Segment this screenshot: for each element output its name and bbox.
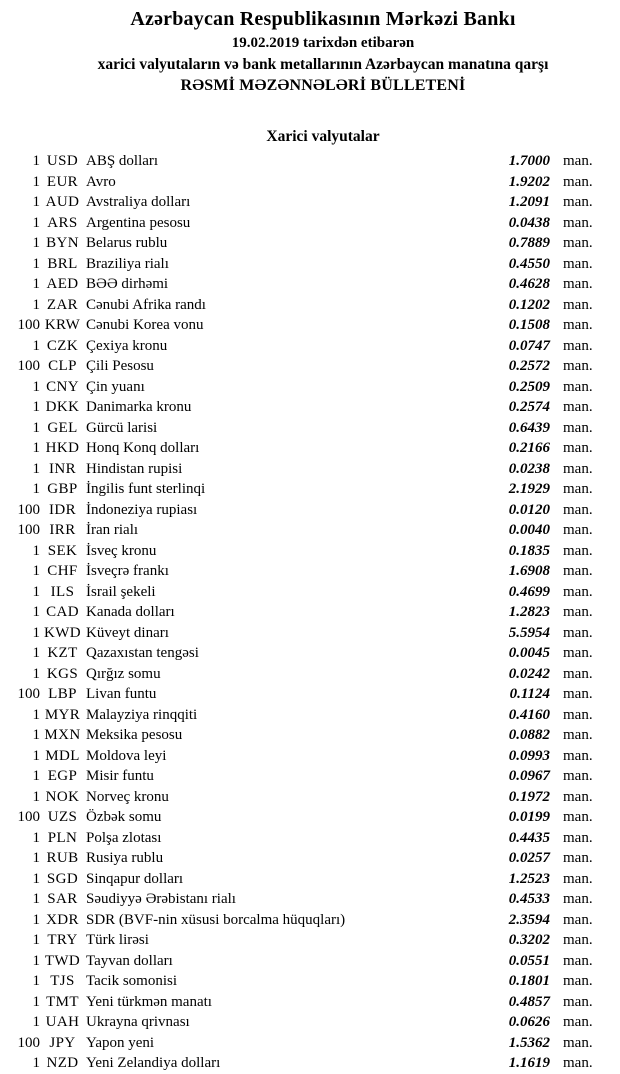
unit-cell: man.	[563, 727, 593, 743]
name-cell: Qazaxıstan tengəsi	[86, 645, 199, 661]
table-row	[0, 213, 620, 234]
qty-cell: 1	[32, 932, 40, 948]
table-row	[0, 602, 620, 623]
unit-cell: man.	[563, 604, 593, 620]
code-cell: JPY	[49, 1034, 76, 1051]
name-cell: Danimarka kronu	[86, 399, 192, 415]
code-cell: NZD	[46, 1055, 79, 1071]
rate-cell: 0.2509	[508, 378, 550, 395]
qty-cell: 100	[17, 686, 40, 702]
code-cell: MXN	[44, 727, 81, 743]
qty-cell: 100	[17, 358, 40, 374]
name-cell: Çili Pesosu	[86, 358, 154, 374]
rate-cell: 0.0045	[508, 645, 550, 661]
code-cell: KRW	[44, 317, 81, 333]
unit-cell: man.	[563, 665, 593, 682]
code-cell: KGS	[46, 665, 79, 682]
name-cell: Sinqapur dolları	[86, 870, 184, 887]
rates-table	[0, 151, 620, 1074]
qty-cell: 1	[32, 276, 40, 292]
name-cell: Livan funtu	[86, 686, 157, 702]
unit-cell: man.	[563, 542, 593, 559]
code-cell: BYN	[46, 235, 79, 251]
table-row	[0, 254, 620, 275]
qty-cell: 1	[32, 583, 40, 600]
code-cell: CAD	[46, 604, 79, 620]
table-row	[0, 643, 620, 664]
table-row	[0, 295, 620, 316]
qty-cell: 1	[32, 850, 40, 866]
table-row	[0, 787, 620, 808]
code-cell: USD	[46, 153, 79, 169]
rate-cell: 0.0257	[508, 850, 550, 866]
code-cell: TRY	[47, 932, 78, 948]
unit-cell: man.	[563, 419, 593, 436]
rate-cell: 1.1619	[508, 1055, 550, 1071]
code-cell: AUD	[45, 194, 80, 210]
name-cell: Yeni Zelandiya dolları	[86, 1055, 221, 1071]
qty-cell: 1	[32, 788, 40, 805]
table-row	[0, 315, 620, 336]
name-cell: Çin yuanı	[86, 378, 145, 395]
table-row	[0, 828, 620, 849]
table-row	[0, 582, 620, 603]
code-cell: RUB	[46, 850, 79, 866]
rate-cell: 1.5362	[508, 1034, 550, 1051]
unit-cell: man.	[563, 317, 593, 333]
unit-cell: man.	[563, 501, 593, 518]
unit-cell: man.	[563, 706, 593, 723]
name-cell: İndoneziya rupiası	[86, 501, 198, 518]
date-line: 19.02.2019 tarixdən etibarən	[231, 35, 415, 51]
name-cell: Norveç kronu	[86, 788, 169, 805]
name-cell: ABŞ dolları	[86, 153, 159, 169]
qty-cell: 1	[32, 399, 40, 415]
qty-cell: 1	[32, 706, 40, 723]
unit-cell: man.	[563, 624, 593, 641]
table-row	[0, 910, 620, 931]
name-cell: SDR (BVF-nin xüsusi borcalma hüquqları)	[86, 911, 346, 928]
code-cell: GBP	[47, 481, 78, 497]
table-row	[0, 459, 620, 480]
rate-cell: 0.4628	[508, 276, 550, 292]
code-cell: AED	[46, 276, 79, 292]
name-cell: Ukrayna qrivnası	[86, 1014, 190, 1030]
document-header	[26, 0, 620, 96]
qty-cell: 1	[32, 993, 40, 1010]
unit-cell: man.	[563, 1055, 593, 1071]
bulletin-title: RƏSMİ MƏZƏNNƏLƏRİ BÜLLETENİ	[180, 77, 466, 94]
code-cell: HKD	[45, 440, 80, 456]
rate-cell: 0.0967	[508, 768, 550, 784]
name-cell: İsveçrə frankı	[86, 563, 169, 579]
code-cell: SEK	[47, 542, 78, 559]
code-cell: SAR	[47, 891, 78, 907]
name-cell: Avro	[86, 173, 116, 190]
table-row	[0, 1033, 620, 1054]
table-row	[0, 725, 620, 746]
rate-cell: 0.0993	[508, 747, 550, 764]
unit-cell: man.	[563, 296, 593, 313]
rate-cell: 0.4550	[508, 255, 550, 272]
qty-cell: 1	[32, 768, 40, 784]
qty-cell: 1	[32, 604, 40, 620]
table-row	[0, 951, 620, 972]
rate-cell: 0.2166	[508, 440, 550, 456]
table-row	[0, 807, 620, 828]
table-row	[0, 746, 620, 767]
table-row	[0, 233, 620, 254]
qty-cell: 1	[32, 1055, 40, 1071]
unit-cell: man.	[563, 378, 593, 395]
name-cell: Səudiyyə Ərəbistanı rialı	[86, 891, 236, 907]
name-cell: Qırğız somu	[86, 665, 161, 682]
name-cell: İngilis funt sterlinqi	[86, 481, 206, 497]
name-cell: Çexiya kronu	[86, 337, 168, 354]
code-cell: BRL	[47, 255, 78, 272]
qty-cell: 1	[32, 624, 40, 641]
name-cell: İran rialı	[86, 522, 139, 538]
name-cell: Avstraliya dolları	[86, 194, 191, 210]
rate-cell: 0.2574	[508, 399, 550, 415]
table-row	[0, 664, 620, 685]
code-cell: UAH	[45, 1014, 80, 1030]
rate-cell: 0.2572	[508, 358, 550, 374]
table-row	[0, 992, 620, 1013]
unit-cell: man.	[563, 481, 593, 497]
qty-cell: 100	[17, 809, 40, 825]
code-cell: KWD	[43, 624, 82, 641]
table-row	[0, 172, 620, 193]
rate-cell: 0.4160	[508, 706, 550, 723]
rate-cell: 1.2823	[508, 604, 550, 620]
rate-cell: 0.0882	[508, 727, 550, 743]
name-cell: Yapon yeni	[86, 1034, 155, 1051]
code-cell: GEL	[47, 419, 78, 436]
qty-cell: 100	[17, 317, 40, 333]
table-row	[0, 151, 620, 172]
rate-cell: 0.0199	[508, 809, 550, 825]
qty-cell: 1	[32, 747, 40, 764]
qty-cell: 1	[32, 378, 40, 395]
unit-cell: man.	[563, 214, 593, 231]
unit-cell: man.	[563, 911, 593, 928]
table-row	[0, 766, 620, 787]
unit-cell: man.	[563, 255, 593, 272]
qty-cell: 1	[32, 173, 40, 190]
code-cell: TWD	[44, 952, 81, 969]
unit-cell: man.	[563, 1034, 593, 1051]
qty-cell: 1	[32, 645, 40, 661]
unit-cell: man.	[563, 440, 593, 456]
unit-cell: man.	[563, 891, 593, 907]
rate-cell: 0.4435	[508, 829, 550, 846]
table-row	[0, 561, 620, 582]
qty-cell: 1	[32, 153, 40, 169]
table-row	[0, 889, 620, 910]
code-cell: SGD	[46, 870, 79, 887]
unit-cell: man.	[563, 337, 593, 354]
rate-cell: 1.2091	[508, 194, 550, 210]
qty-cell: 1	[32, 952, 40, 969]
table-row	[0, 1012, 620, 1033]
table-row	[0, 356, 620, 377]
table-row	[0, 1053, 620, 1074]
qty-cell: 100	[17, 522, 40, 538]
table-row	[0, 520, 620, 541]
unit-cell: man.	[563, 460, 593, 477]
qty-cell: 1	[32, 542, 40, 559]
unit-cell: man.	[563, 522, 593, 538]
name-cell: Yeni türkmən manatı	[86, 993, 212, 1010]
unit-cell: man.	[563, 952, 593, 969]
unit-cell: man.	[563, 399, 593, 415]
unit-cell: man.	[563, 993, 593, 1010]
code-cell: MDL	[45, 747, 80, 764]
name-cell: Hindistan rupisi	[86, 460, 183, 477]
table-row	[0, 848, 620, 869]
code-cell: CHF	[47, 563, 78, 579]
name-cell: Tayvan dolları	[86, 952, 173, 969]
code-cell: MYR	[44, 706, 81, 723]
name-cell: Malayziya rinqqiti	[86, 706, 198, 723]
rate-cell: 2.3594	[508, 911, 550, 928]
code-cell: TMT	[46, 993, 79, 1010]
name-cell: Argentina pesosu	[86, 214, 191, 231]
name-cell: Küveyt dinarı	[86, 624, 169, 641]
rate-cell: 0.0551	[508, 952, 550, 969]
code-cell: TJS	[50, 973, 75, 989]
name-cell: Gürcü larisi	[86, 419, 158, 436]
rate-cell: 2.1929	[508, 481, 550, 497]
qty-cell: 1	[32, 337, 40, 354]
name-cell: Cənubi Korea vonu	[86, 317, 204, 333]
name-cell: Kanada dolları	[86, 604, 175, 620]
table-row	[0, 971, 620, 992]
qty-cell: 1	[32, 235, 40, 251]
rate-cell: 0.0238	[508, 460, 550, 477]
name-cell: Meksika pesosu	[86, 727, 183, 743]
rate-cell: 0.0120	[508, 501, 550, 518]
unit-cell: man.	[563, 870, 593, 887]
rate-cell: 0.0626	[508, 1014, 550, 1030]
rate-cell: 0.4699	[508, 583, 550, 600]
unit-cell: man.	[563, 788, 593, 805]
name-cell: Özbək somu	[86, 809, 162, 825]
rate-cell: 0.4857	[508, 993, 550, 1010]
table-row	[0, 684, 620, 705]
table-row	[0, 930, 620, 951]
qty-cell: 1	[32, 194, 40, 210]
qty-cell: 1	[32, 296, 40, 313]
table-row	[0, 705, 620, 726]
name-cell: İsveç kronu	[86, 542, 157, 559]
name-cell: Cənubi Afrika randı	[86, 296, 206, 313]
code-cell: NOK	[45, 788, 80, 805]
rate-cell: 0.6439	[508, 419, 550, 436]
code-cell: LBP	[48, 686, 77, 702]
code-cell: CLP	[48, 358, 77, 374]
unit-cell: man.	[563, 1014, 593, 1030]
qty-cell: 1	[32, 440, 40, 456]
rate-cell: 0.7889	[508, 235, 550, 251]
name-cell: Türk lirəsi	[86, 932, 149, 948]
unit-cell: man.	[563, 276, 593, 292]
table-row	[0, 500, 620, 521]
qty-cell: 1	[32, 870, 40, 887]
code-cell: INR	[48, 460, 77, 477]
rate-cell: 0.4533	[508, 891, 550, 907]
unit-cell: man.	[563, 829, 593, 846]
qty-cell: 1	[32, 419, 40, 436]
name-cell: Polşa zlotası	[86, 829, 162, 846]
name-cell: Rusiya rublu	[86, 850, 164, 866]
table-row	[0, 336, 620, 357]
rate-cell: 1.9202	[508, 173, 550, 190]
unit-cell: man.	[563, 768, 593, 784]
table-row	[0, 541, 620, 562]
unit-cell: man.	[563, 747, 593, 764]
qty-cell: 1	[32, 255, 40, 272]
rate-cell: 0.1124	[509, 686, 550, 702]
code-cell: EGP	[47, 768, 78, 784]
rate-cell: 0.0438	[508, 214, 550, 231]
unit-cell: man.	[563, 645, 593, 661]
unit-cell: man.	[563, 235, 593, 251]
qty-cell: 1	[32, 829, 40, 846]
rate-cell: 5.5954	[508, 624, 550, 641]
qty-cell: 1	[32, 891, 40, 907]
unit-cell: man.	[563, 583, 593, 600]
qty-cell: 1	[32, 214, 40, 231]
unit-cell: man.	[563, 194, 593, 210]
table-row	[0, 192, 620, 213]
code-cell: UZS	[47, 809, 78, 825]
qty-cell: 1	[32, 973, 40, 989]
qty-cell: 100	[17, 501, 40, 518]
unit-cell: man.	[563, 973, 593, 989]
name-cell: Belarus rublu	[86, 235, 168, 251]
subject-line: xarici valyutaların və bank metallarının Azərbaycan manatına qarşı	[97, 56, 549, 73]
qty-cell: 1	[32, 1014, 40, 1030]
code-cell: IDR	[48, 501, 77, 518]
table-row	[0, 274, 620, 295]
qty-cell: 1	[32, 727, 40, 743]
unit-cell: man.	[563, 153, 593, 169]
qty-cell: 100	[17, 1034, 40, 1051]
qty-cell: 1	[32, 563, 40, 579]
unit-cell: man.	[563, 932, 593, 948]
code-cell: ARS	[47, 214, 78, 231]
qty-cell: 1	[32, 665, 40, 682]
rate-cell: 0.1508	[508, 317, 550, 333]
code-cell: PLN	[47, 829, 78, 846]
rate-cell: 0.0747	[508, 337, 550, 354]
code-cell: ILS	[50, 583, 75, 600]
rate-cell: 0.1835	[508, 542, 550, 559]
name-cell: Braziliya rialı	[86, 255, 169, 272]
name-cell: Moldova leyi	[86, 747, 167, 764]
rate-cell: 1.7000	[508, 153, 550, 169]
unit-cell: man.	[563, 850, 593, 866]
rate-cell: 1.2523	[508, 870, 550, 887]
code-cell: EUR	[46, 173, 79, 190]
rate-cell: 0.0040	[508, 522, 550, 538]
code-cell: KZT	[47, 645, 78, 661]
table-row	[0, 397, 620, 418]
rate-cell: 0.1801	[508, 973, 550, 989]
table-row	[0, 623, 620, 644]
code-cell: CZK	[46, 337, 79, 354]
unit-cell: man.	[563, 173, 593, 190]
code-cell: ZAR	[46, 296, 79, 313]
qty-cell: 1	[32, 460, 40, 477]
unit-cell: man.	[563, 563, 593, 579]
unit-cell: man.	[563, 809, 593, 825]
code-cell: IRR	[49, 522, 76, 538]
code-cell: XDR	[46, 911, 79, 928]
unit-cell: man.	[563, 686, 593, 702]
rate-cell: 0.3202	[508, 932, 550, 948]
rate-cell: 1.6908	[508, 563, 550, 579]
page-title: Azərbaycan Respublikasının Mərkəzi Bankı	[130, 8, 516, 30]
qty-cell: 1	[32, 911, 40, 928]
table-row	[0, 479, 620, 500]
unit-cell: man.	[563, 358, 593, 374]
name-cell: BƏƏ dirhəmi	[86, 276, 169, 292]
qty-cell: 1	[32, 481, 40, 497]
name-cell: Misir funtu	[86, 768, 154, 784]
table-row	[0, 377, 620, 398]
code-cell: CNY	[46, 378, 79, 395]
code-cell: DKK	[45, 399, 80, 415]
name-cell: Tacik somonisi	[86, 973, 178, 989]
table-row	[0, 418, 620, 439]
name-cell: Honq Konq dolları	[86, 440, 200, 456]
name-cell: İsrail şekeli	[86, 583, 156, 600]
table-row	[0, 438, 620, 459]
section-title-foreign-currencies: Xarici valyutalar	[266, 128, 380, 145]
rate-cell: 0.1202	[508, 296, 550, 313]
rate-cell: 0.0242	[508, 665, 550, 682]
rate-cell: 0.1972	[508, 788, 550, 805]
table-row	[0, 869, 620, 890]
